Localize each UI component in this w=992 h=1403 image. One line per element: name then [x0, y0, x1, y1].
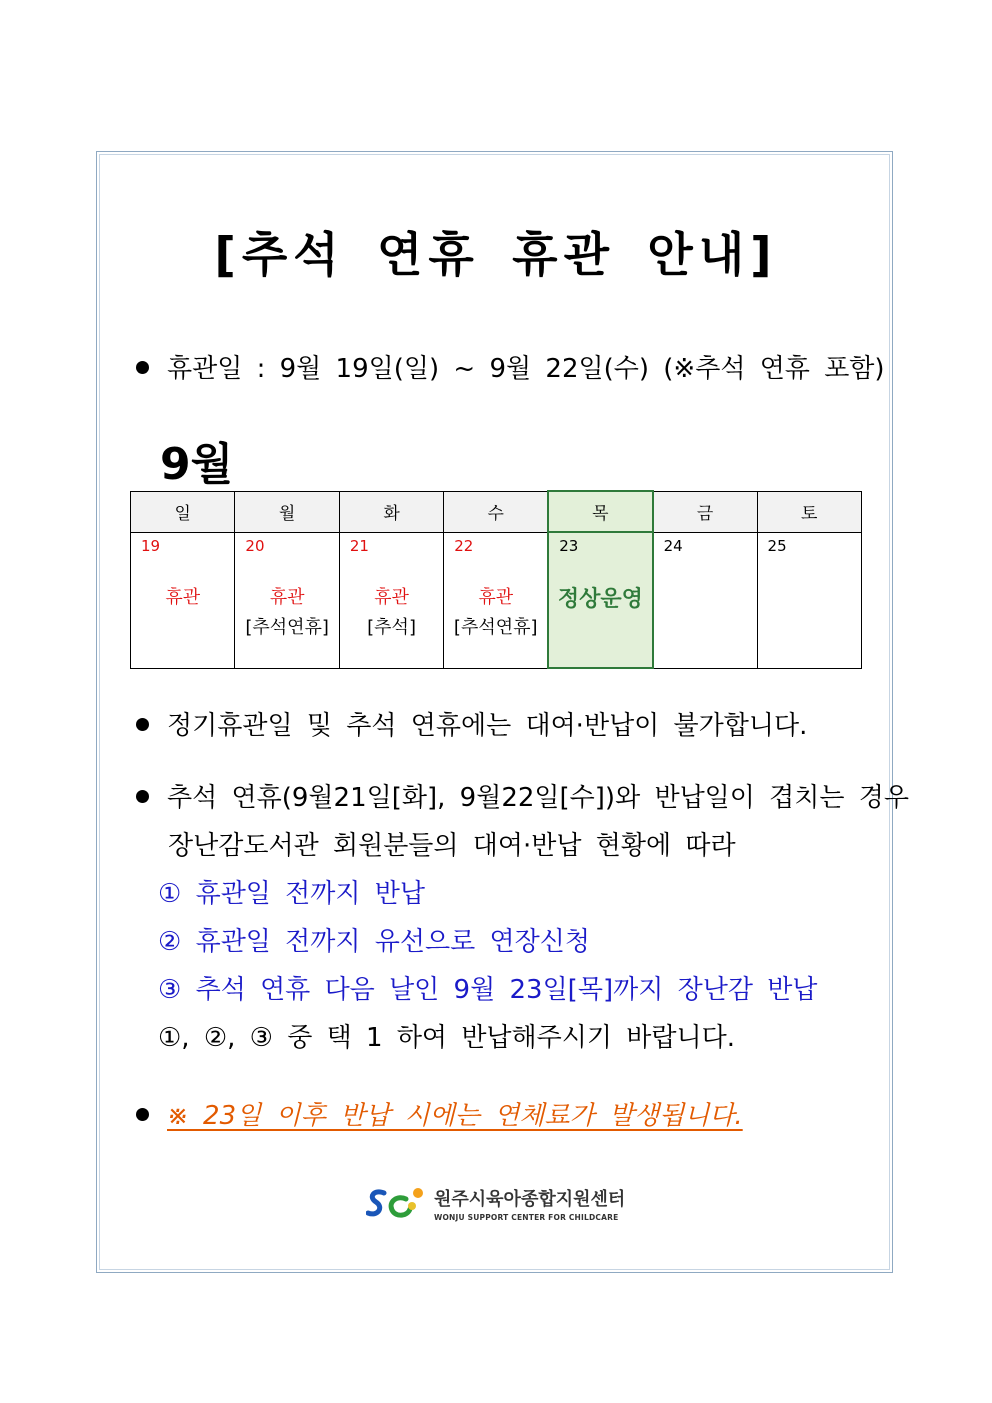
weekday-header-row — [131, 491, 862, 532]
option-1: ① 휴관일 전까지 반납 — [158, 879, 426, 909]
calendar-month: 9월 — [160, 439, 234, 490]
day-number: 25 — [767, 536, 787, 555]
notice-item-2 — [136, 777, 909, 814]
closure-period-item — [136, 348, 885, 385]
weekday-wed: 수 — [444, 491, 548, 532]
day-note: [추석연휴] — [453, 616, 538, 638]
closure-period-text: 휴관일 : 9월 19일(일) ~ 9월 22일(수) (※추석 연휴 포함) — [167, 354, 885, 384]
day-status: 휴관 — [374, 586, 409, 608]
day-number: 21 — [349, 536, 369, 555]
bullet-icon — [136, 790, 149, 803]
center-logo — [366, 1183, 636, 1223]
option-closing: ①, ②, ③ 중 택 1 하여 반납해주시기 바랍니다. — [158, 1023, 736, 1053]
weekday-tue: 화 — [339, 491, 443, 532]
calendar-table — [130, 490, 862, 669]
day-cell-25 — [757, 532, 861, 668]
weekday-mon: 월 — [235, 491, 339, 532]
bullet-icon — [136, 718, 149, 731]
day-cell-23 — [548, 532, 652, 668]
day-number: 20 — [245, 536, 265, 555]
option-2: ② 휴관일 전까지 유선으로 연장신청 — [158, 927, 590, 957]
notice-title: [추석 연휴 휴관 안내] — [214, 228, 778, 283]
day-number: 24 — [663, 536, 683, 555]
bullet-icon — [136, 361, 149, 374]
day-cell-24 — [653, 532, 757, 668]
notice-text: 정기휴관일 및 추석 연휴에는 대여·반납이 불가합니다. — [167, 711, 808, 741]
center-name-en: WONJU SUPPORT CENTER FOR CHILDCARE — [434, 1213, 619, 1222]
day-status: 휴관 — [478, 586, 514, 608]
week-row — [131, 532, 862, 668]
day-note: [추석연휴] — [245, 616, 329, 638]
day-number: 22 — [454, 536, 474, 555]
day-status: 휴관 — [269, 586, 305, 608]
day-status: 휴관 — [165, 586, 201, 608]
weekday-thu: 목 — [548, 491, 652, 532]
day-cell-20 — [235, 532, 339, 668]
center-logo-icon — [366, 1183, 430, 1223]
warning-item — [136, 1095, 743, 1132]
center-logo-text — [434, 1185, 625, 1222]
notice-item-1 — [136, 705, 807, 742]
notice-item-2-line-2: 장난감도서관 회원분들의 대여·반납 현황에 따라 — [168, 831, 736, 861]
day-note: [추석] — [367, 616, 416, 638]
option-3: ③ 추석 연휴 다음 날인 9월 23일[목]까지 장난감 반납 — [158, 975, 818, 1005]
weekday-fri: 금 — [653, 491, 757, 532]
day-cell-21 — [339, 532, 443, 668]
notice-text: 추석 연휴(9월21일[화], 9월22일[수])와 반납일이 겹치는 경우 — [167, 783, 910, 813]
day-status-open: 정상운영 — [557, 587, 643, 612]
day-cell-22 — [444, 532, 548, 668]
bullet-icon — [136, 1108, 149, 1121]
day-number: 23 — [559, 537, 579, 555]
day-cell-19 — [131, 532, 235, 668]
center-name-ko: 원주시육아종합지원센터 — [434, 1189, 626, 1210]
day-number: 19 — [141, 536, 161, 555]
weekday-sat: 토 — [757, 491, 861, 532]
weekday-sun: 일 — [131, 491, 235, 532]
late-fee-warning: ※ 23일 이후 반납 시에는 연체료가 발생됩니다. — [167, 1101, 743, 1131]
